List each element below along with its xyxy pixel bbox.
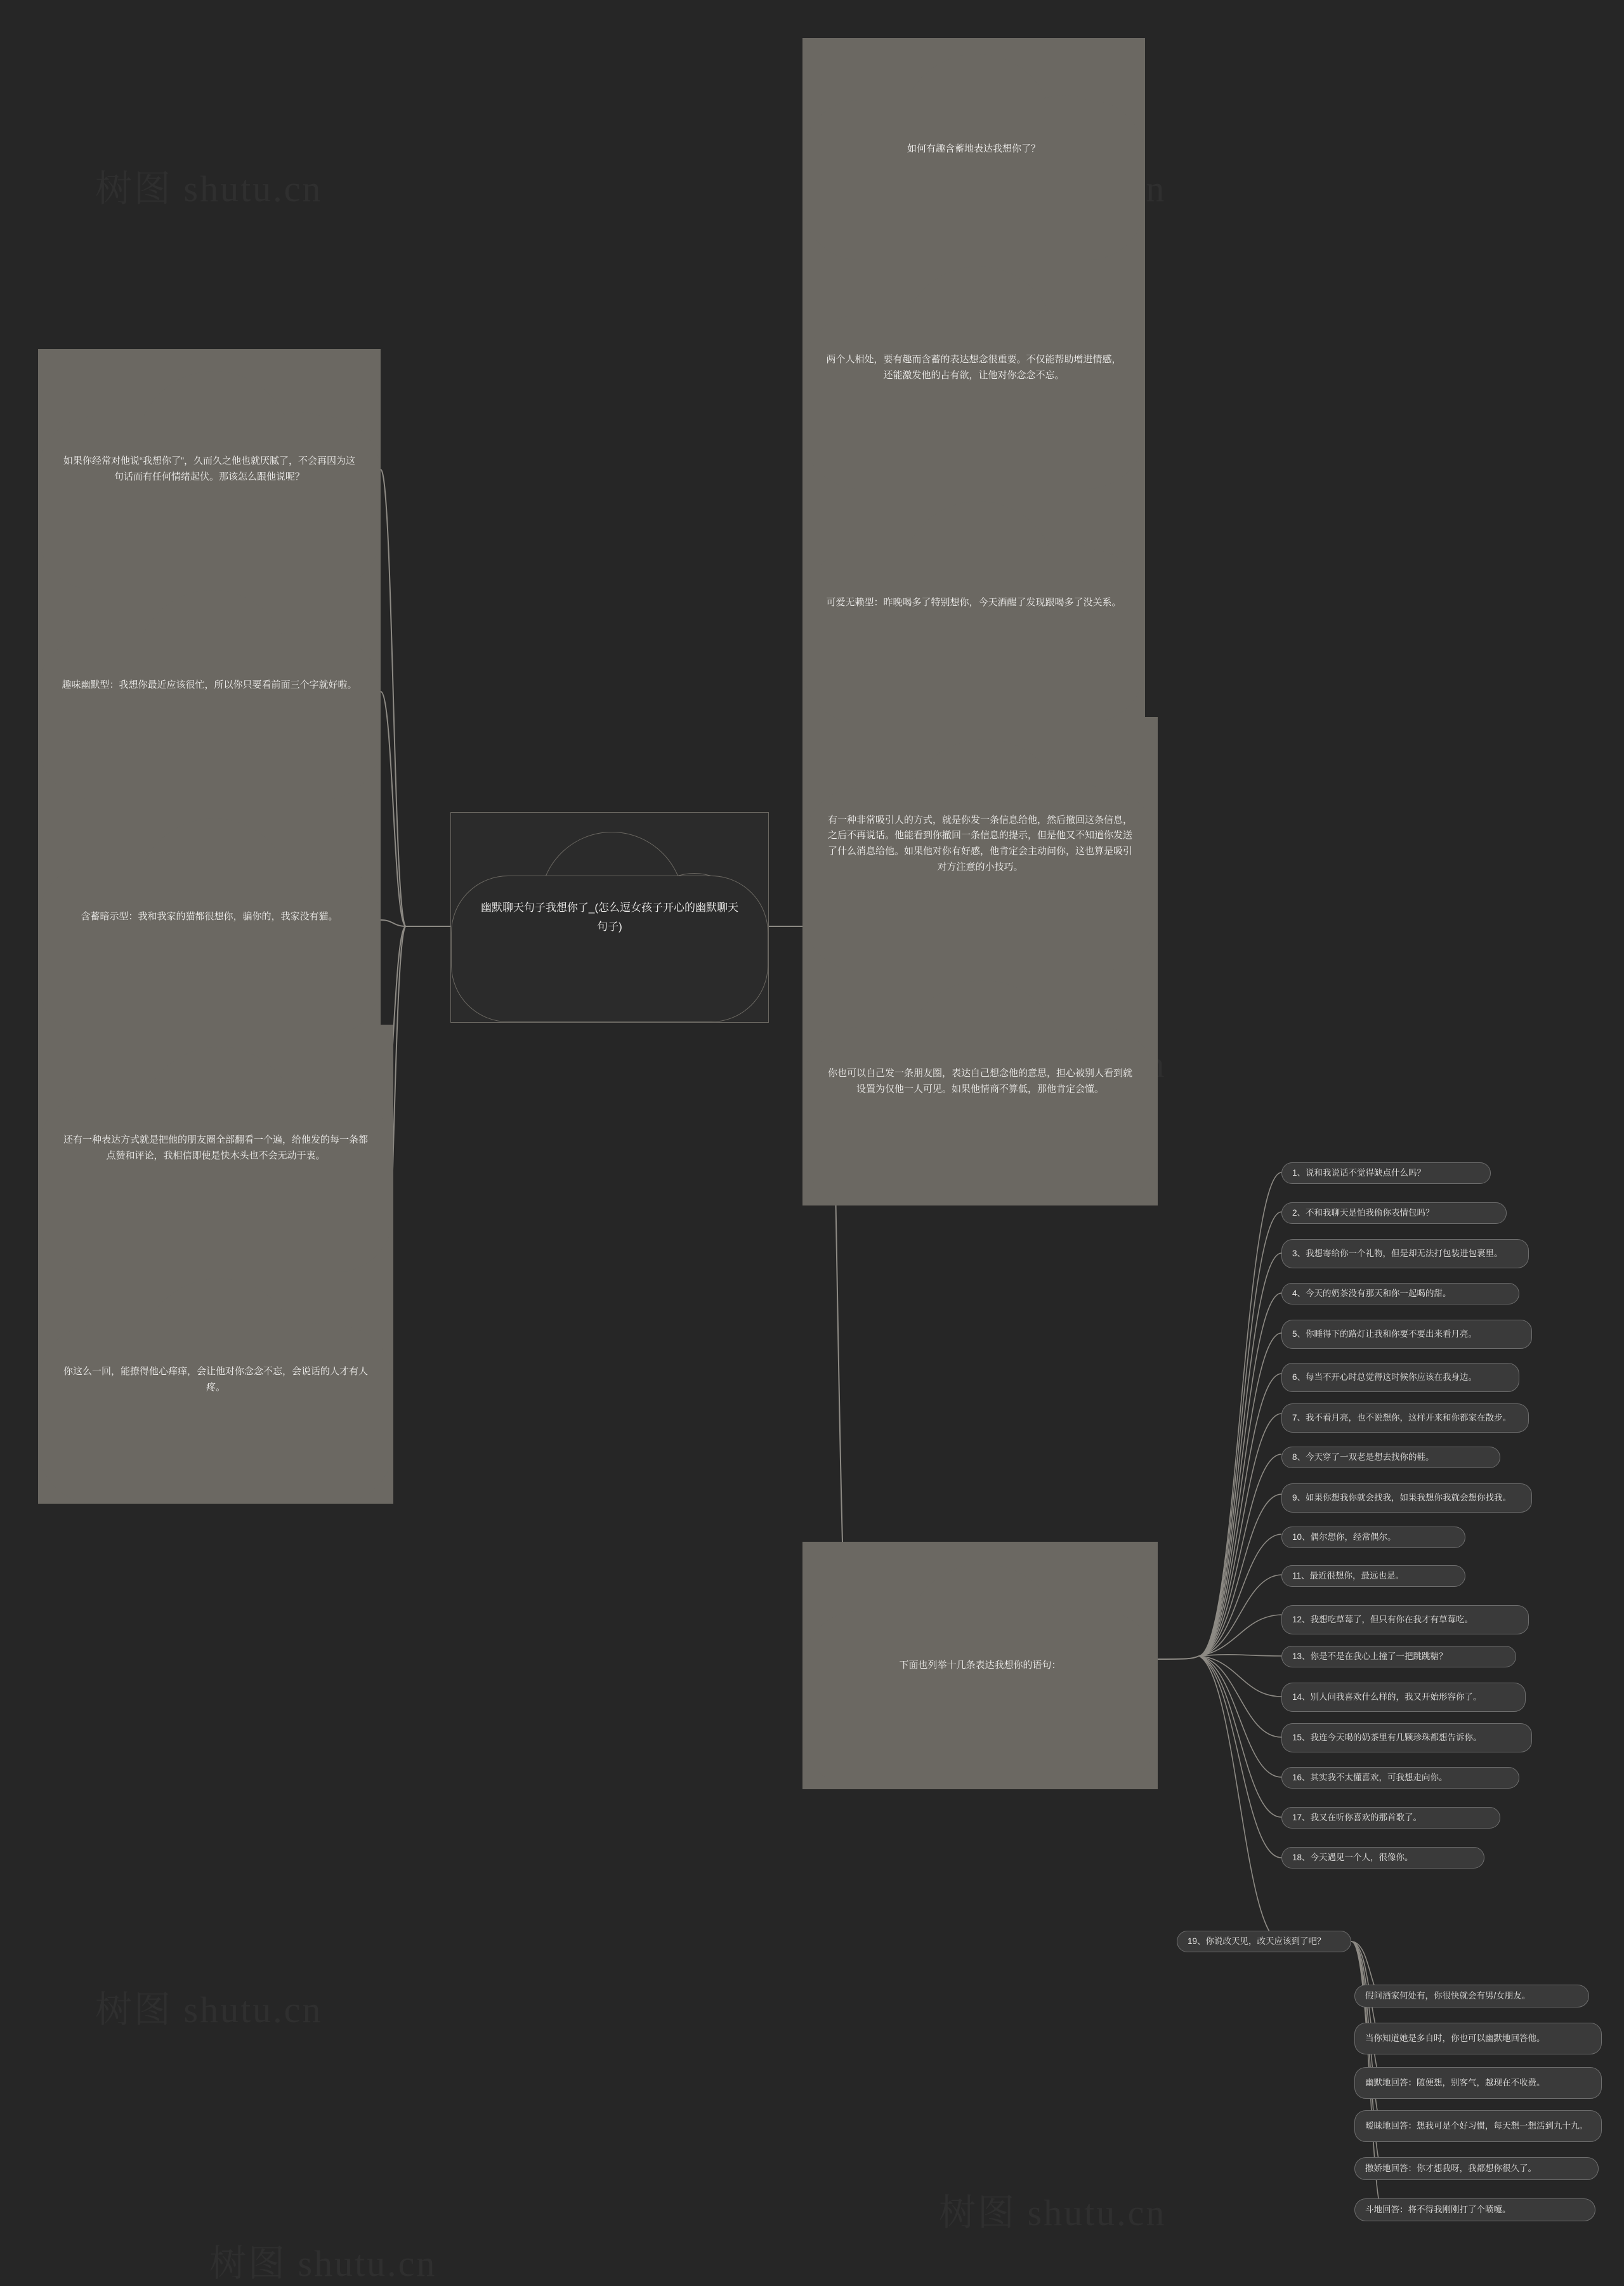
list-item[interactable] <box>1281 1483 1532 1513</box>
list-item[interactable] <box>1281 1239 1529 1268</box>
watermark <box>95 1980 322 2033</box>
list-item[interactable] <box>1177 1931 1351 1952</box>
watermark <box>939 2183 1166 2236</box>
list-item[interactable] <box>1281 1723 1532 1752</box>
node-label: 下面也列举十几条表达我想你的语句： <box>899 1659 1061 1671</box>
watermark <box>95 159 322 212</box>
list-item[interactable] <box>1281 1847 1484 1869</box>
list-item[interactable] <box>1281 1162 1491 1184</box>
list-item[interactable] <box>1281 1646 1516 1667</box>
sub-list-item[interactable] <box>1354 2157 1599 2180</box>
sub-list-item[interactable] <box>1354 2110 1602 2142</box>
list-item-label: 11、最近很想你，最远也是。 <box>1292 1570 1405 1580</box>
sub-list-item[interactable] <box>1354 2198 1595 2221</box>
list-item-label: 10、偶尔想你，经常偶尔。 <box>1292 1532 1396 1542</box>
sub-list-item[interactable] <box>1354 1985 1589 2007</box>
list-item[interactable] <box>1281 1320 1532 1349</box>
list-item[interactable] <box>1281 1283 1519 1304</box>
list-item[interactable] <box>1281 1527 1465 1548</box>
node-label: 含蓄暗示型：我和我家的猫都很想你，骗你的，我家没有猫。 <box>81 910 338 922</box>
central-topic-label: 幽默聊天句子我想你了_(怎么逗女孩子开心的幽默聊天句子) <box>480 902 739 933</box>
sub-list-item-label: 假问酒家何处有，你很快就会有男/女朋友。 <box>1365 1990 1531 2000</box>
node-label: 如何有趣含蓄地表达我想你了？ <box>907 143 1040 154</box>
list-item-label: 3、我想寄给你一个礼物，但是却无法打包装进包裹里。 <box>1292 1248 1503 1258</box>
node-label: 你这么一回，能撩得他心痒痒，会让他对你念念不忘，会说话的人才有人疼。 <box>63 1366 368 1393</box>
cloud-node-right-4[interactable] <box>802 958 1158 1205</box>
node-label: 你也可以自己发一条朋友圈，表达自己想念他的意思，担心被别人看到就设置为仅他一人可见。如果他情商不算低，那他肯定会懂。 <box>827 1068 1132 1094</box>
node-label: 趣味幽默型：我想你最近应该很忙，所以你只要看前面三个字就好啦。 <box>62 679 357 690</box>
cloud-node-right-3[interactable] <box>802 717 1158 971</box>
cloud-node-right-0[interactable] <box>802 38 1145 260</box>
list-item[interactable] <box>1281 1565 1465 1587</box>
list-item-label: 15、我连今天喝的奶茶里有几颗珍珠都想告诉你。 <box>1292 1732 1482 1742</box>
sub-list-item[interactable] <box>1354 2023 1602 2054</box>
cloud-node-left-4[interactable] <box>38 1256 393 1504</box>
node-label: 如果你经常对他说“我想你了”，久而久之他也就厌腻了，不会再因为这句话而有任何情绪起伏。那该怎么跟他说呢？ <box>63 456 355 482</box>
central-topic[interactable] <box>450 812 769 1023</box>
cloud-node-left-1[interactable] <box>38 571 381 799</box>
list-item-label: 1、说和我说话不觉得缺点什么吗？ <box>1292 1167 1426 1178</box>
sub-list-item-label: 幽默地回答：随便想，别客气，越现在不收费。 <box>1365 2077 1545 2087</box>
list-item-label: 18、今天遇见一个人，很像你。 <box>1292 1852 1413 1862</box>
sub-list-item-label: 暧昧地回答：想我可是个好习惯，每天想一想活到九十九。 <box>1365 2120 1588 2131</box>
list-item-label: 7、我不看月亮，也不说想你，这样开来和你都家在散步。 <box>1292 1412 1512 1422</box>
list-item[interactable] <box>1281 1363 1519 1392</box>
sub-list-item-label: 撒娇地回答：你才想我呀，我都想你很久了。 <box>1365 2163 1536 2173</box>
cloud-node-left-3[interactable] <box>38 1025 393 1272</box>
list-item-label: 9、如果你想我你就会找我，如果我想你我就会想你找我。 <box>1292 1492 1512 1502</box>
list-item-label: 17、我又在听你喜欢的那首歌了。 <box>1292 1812 1422 1822</box>
node-label: 可爱无赖型：昨晚喝多了特别想你，今天酒醒了发现跟喝多了没关系。 <box>826 596 1122 608</box>
cloud-node-left-0[interactable] <box>38 349 381 590</box>
list-item-label: 12、我想吃草莓了，但只有你在我才有草莓吃。 <box>1292 1614 1474 1624</box>
node-label: 有一种非常吸引人的方式，就是你发一条信息给他，然后撤回这条信息，之后不再说话。他能看到你撤回一条信息的提示，但是他又不知道你发送了什么消息给他。如果他对你有好感，他肯定会主动问你，这也算是吸引对方注意的小技巧。 <box>827 814 1132 872</box>
list-item[interactable] <box>1281 1683 1526 1712</box>
sub-list-item-label: 斗地回答：将不得我刚刚打了个喷嚏。 <box>1365 2204 1511 2214</box>
list-item[interactable] <box>1281 1807 1500 1829</box>
cloud-node-right-5[interactable] <box>802 1542 1158 1789</box>
list-item[interactable] <box>1281 1403 1529 1433</box>
list-item-label: 19、你说改天见，改天应该到了吧？ <box>1188 1936 1326 1946</box>
list-item[interactable] <box>1281 1447 1500 1468</box>
watermark <box>209 2233 436 2286</box>
list-item[interactable] <box>1281 1605 1529 1634</box>
cloud-node-left-2[interactable] <box>38 796 381 1037</box>
cloud-node-right-2[interactable] <box>802 482 1145 723</box>
sub-list-item-label: 当你知道她是多自时，你也可以幽默地回答他。 <box>1365 2033 1545 2043</box>
list-item-label: 16、其实我不太懂喜欢，可我想走向你。 <box>1292 1772 1448 1782</box>
list-item-label: 4、今天的奶茶没有那天和你一起喝的甜。 <box>1292 1288 1451 1298</box>
list-item-label: 6、每当不开心时总觉得这时候你应该在我身边。 <box>1292 1372 1477 1382</box>
list-item-label: 13、你是不是在我心上撞了一把跳跳糖？ <box>1292 1651 1448 1661</box>
cloud-node-right-1[interactable] <box>802 247 1145 489</box>
node-label: 还有一种表达方式就是把他的朋友圈全部翻看一个遍，给他发的每一条都点赞和评论，我相信即使是快木头也不会无动于衷。 <box>63 1134 368 1161</box>
list-item[interactable] <box>1281 1767 1519 1789</box>
node-label: 两个人相处，要有趣而含蓄的表达想念很重要。不仅能帮助增进情感，还能激发他的占有欲，让他对你念念不忘。 <box>826 354 1122 381</box>
list-item-label: 2、不和我聊天是怕我偷你表情包吗？ <box>1292 1207 1434 1218</box>
list-item-label: 14、别人问我喜欢什么样的，我又开始形容你了。 <box>1292 1692 1482 1702</box>
list-item-label: 5、你睡得下的路灯让我和你要不要出来看月亮。 <box>1292 1329 1477 1339</box>
sub-list-item[interactable] <box>1354 2067 1602 2099</box>
list-item-label: 8、今天穿了一双老是想去找你的鞋。 <box>1292 1452 1434 1462</box>
list-item[interactable] <box>1281 1202 1507 1224</box>
